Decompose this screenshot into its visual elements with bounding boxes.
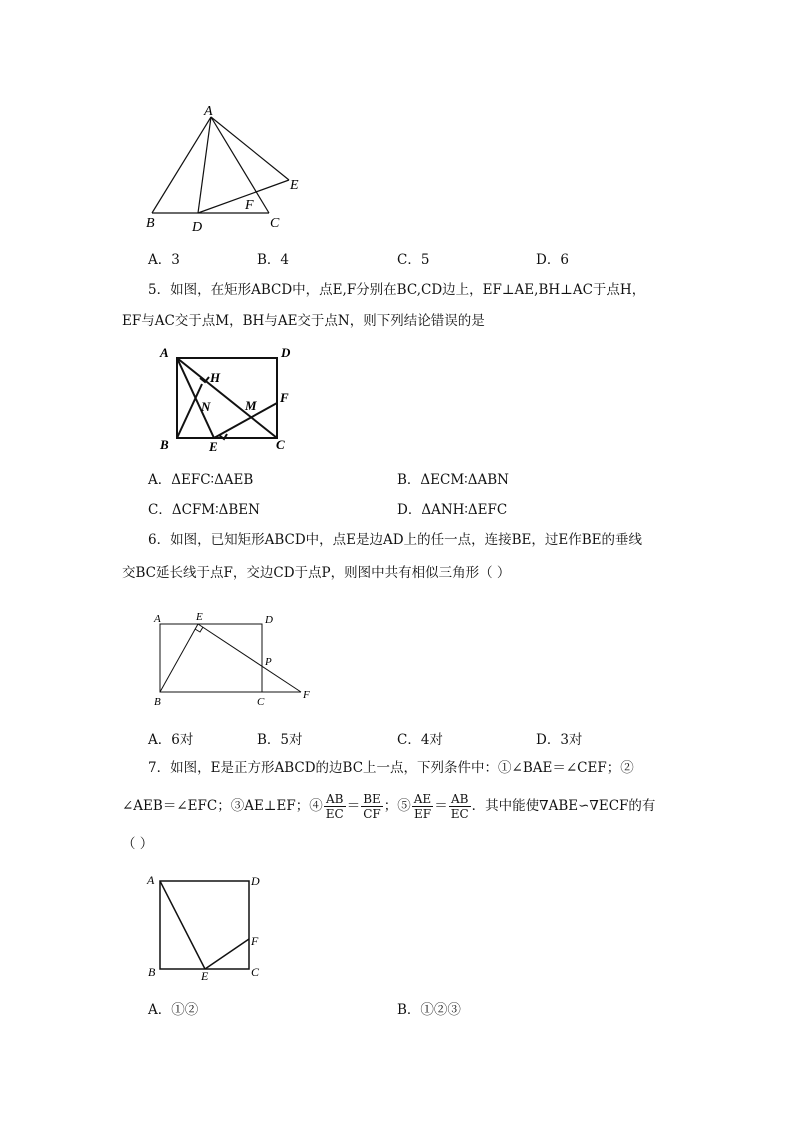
q7-frac1-denominator: EC [325,807,344,821]
q6-figure [148,605,323,715]
q5-label-H: H [210,370,221,385]
q4-label-C: C [270,216,280,231]
q6-label-A: A [154,613,161,625]
q4-label-F: F [245,198,254,213]
q6-label-F: F [303,689,310,701]
q7-text-line2a: ∠AEB＝∠EFC；③AE⊥EF；④ [122,798,323,814]
q7-label-F: F [251,934,259,948]
q5-label-E: E [209,439,218,454]
q6-option-d[interactable]: D．3对 [536,732,583,748]
q7-option-b[interactable]: B．①②③ [397,1002,461,1018]
q6-number: 6． [148,532,171,548]
q6-option-a[interactable]: A．6对 [148,732,194,748]
q5-option-b[interactable]: B．ΔECM∶ΔABN [397,472,509,488]
q7-label-C: C [251,965,260,979]
q5-label-D: D [281,345,291,360]
q7-number: 7． [148,760,171,776]
q5-text-line1: 如图，在矩形ABCD中，点E,F分别在BC,CD边上，EF⊥AE,BH⊥AC于点H， [170,282,646,298]
q7-stem-line2 [122,788,655,824]
q6-stem-line1 [148,530,642,550]
q7-equals-1: ＝ [346,798,361,814]
q7-option-a[interactable]: A．①② [148,1002,199,1018]
q4-figure [140,100,320,240]
q4-option-d[interactable]: D．6 [536,252,569,268]
q7-frac4-numerator: AB [449,792,471,807]
q7-frac2-numerator: BE [363,792,381,806]
q6-label-B: B [154,696,161,708]
q6-label-C: C [257,696,265,708]
q7-fraction-ab-ec [324,792,346,821]
q7-frac4-denominator: EC [450,807,469,821]
q7-equals-2: ＝ [434,798,448,814]
q6-label-P: P [265,656,272,668]
q7-separator: ；⑤ [383,798,411,814]
q7-frac3-denominator: EF [413,807,432,821]
q6-label-D: D [265,614,273,626]
q5-option-c[interactable]: C．ΔCFM∶ΔBEN [148,502,260,518]
q6-label-E: E [196,611,203,623]
q7-label-E: E [201,969,209,983]
q5-label-F: F [280,390,289,405]
q7-text-line1: 如图，E是正方形ABCD的边BC上一点，下列条件中：①∠BAE＝∠CEF；② [170,760,634,776]
q4-label-D: D [192,220,203,235]
q4-option-b[interactable]: B．4 [257,252,290,268]
q7-label-B: B [148,965,156,979]
q7-label-D: D [251,874,260,888]
q5-option-a[interactable]: A．ΔEFC∶ΔAEB [148,472,254,488]
q6-stem-line2: 交BC延长线于点F，交边CD于点P，则图中共有相似三角形（ ） [122,565,511,581]
q7-fraction-ab-ec-2 [449,792,471,821]
q4-label-A: A [204,104,213,119]
q5-label-N: N [201,399,211,414]
q5-label-M: M [245,398,257,413]
q4-label-E: E [290,178,299,193]
q7-figure [142,866,272,986]
q5-stem-line1 [148,280,645,300]
q4-label-B: B [146,216,155,231]
q7-answer-bracket: （ ） [122,836,154,852]
q5-option-d[interactable]: D．ΔANH∶ΔEFC [397,502,508,518]
q6-option-b[interactable]: B．5对 [257,732,303,748]
q7-fraction-ae-ef [412,792,433,821]
q7-frac3-numerator: AE [413,792,432,806]
q5-label-B: B [160,437,169,452]
q7-label-A: A [147,873,155,887]
q7-frac2-denominator: CF [363,807,381,821]
q5-figure [152,340,312,455]
q4-option-a[interactable]: A．3 [148,252,180,268]
q7-text-line2b: ．其中能使∇ABE∽∇ECF的有 [471,798,656,814]
q6-text-line1: 如图，已知矩形ABCD中，点E是边AD上的任一点，连接BE，过E作BE的垂线 [170,532,642,548]
q7-fraction-be-cf [361,792,383,821]
q7-frac1-numerator: AB [324,792,346,807]
q4-option-c[interactable]: C．5 [397,252,430,268]
q5-label-A: A [160,345,169,360]
q5-stem-line2: EF与AC交于点M，BH与AE交于点N，则下列结论错误的是 [122,313,485,329]
q5-number: 5． [148,282,171,298]
q7-stem-line1 [148,758,634,778]
q6-option-c[interactable]: C．4对 [397,732,443,748]
q5-label-C: C [276,437,285,452]
